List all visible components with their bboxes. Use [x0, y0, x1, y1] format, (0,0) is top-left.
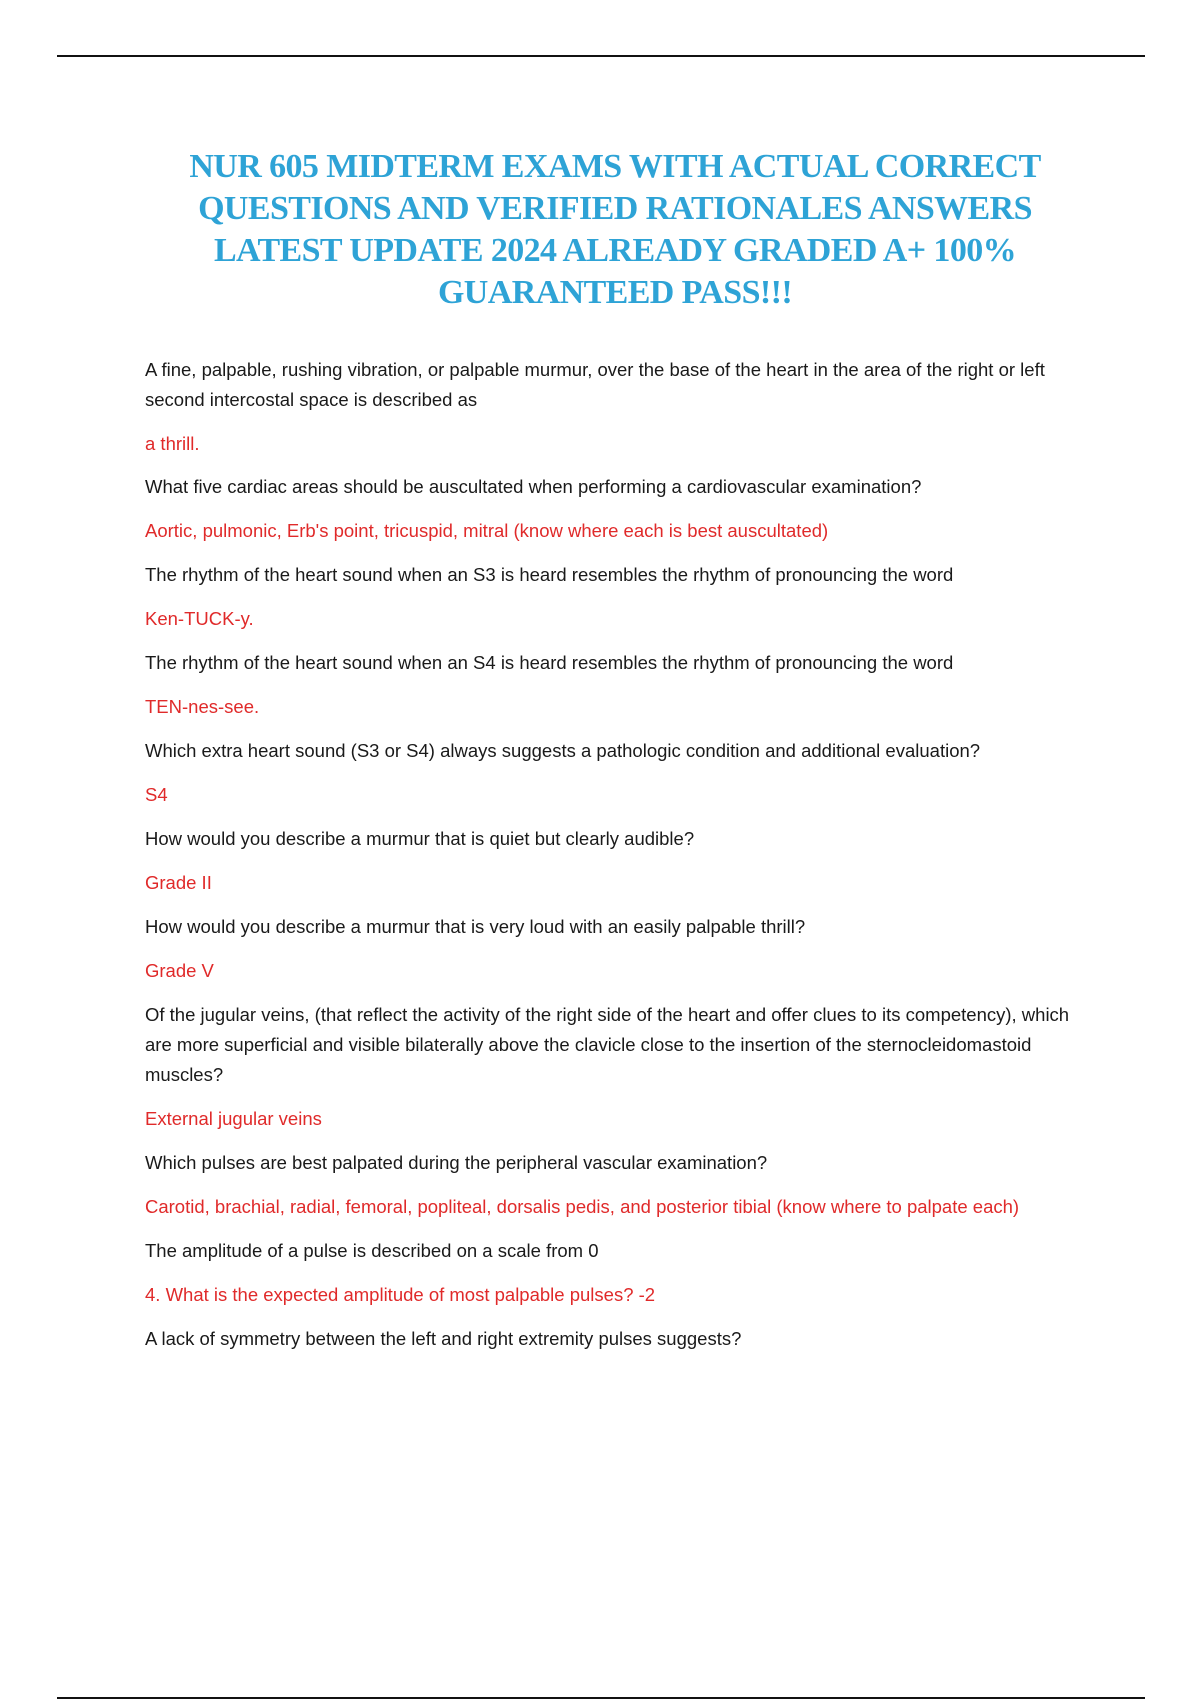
question-5: Which extra heart sound (S3 or S4) always suggests a pathologic condition and additional evaluation? — [145, 740, 981, 761]
answer-4: TEN-nes-see. — [145, 696, 260, 717]
question-7: How would you describe a murmur that is very loud with an easily palpable thrill? — [145, 916, 806, 937]
question-11: A lack of symmetry between the left and right extremity pulses suggests? — [145, 1328, 742, 1349]
question-2: What five cardiac areas should be auscultated when performing a cardiovascular examination? — [145, 476, 922, 497]
qa-list — [145, 355, 1075, 1354]
question-10: The amplitude of a pulse is described on a scale from 0 — [145, 1240, 599, 1261]
question-3: The rhythm of the heart sound when an S3 is heard resembles the rhythm of pronouncing the word — [145, 564, 954, 585]
bottom-rule — [57, 1697, 1145, 1699]
answer-8: External jugular veins — [145, 1108, 322, 1129]
answer-7: Grade V — [145, 960, 214, 981]
answer-5: S4 — [145, 784, 168, 805]
question-9: Which pulses are best palpated during the peripheral vascular examination? — [145, 1152, 768, 1173]
document-title: NUR 605 MIDTERM EXAMS WITH ACTUAL CORRECT QUESTIONS AND VERIFIED RATIONALES ANSWERS LATEST UPDATE 2024 ALREADY GRADED A+ 100% GUARANTEED PASS!!! — [189, 148, 1041, 311]
answer-3: Ken-TUCK-y. — [145, 608, 254, 629]
question-4: The rhythm of the heart sound when an S4 is heard resembles the rhythm of pronouncing the word — [145, 652, 954, 673]
answer-1: a thrill. — [145, 433, 200, 454]
question-1: A fine, palpable, rushing vibration, or palpable murmur, over the base of the heart in the area of the right or left second intercostal space is described as — [145, 359, 1045, 410]
question-8: Of the jugular veins, (that reflect the activity of the right side of the heart and offer clues to its competency), which are more superficial and visible bilaterally above the clavicle close to the insertion of the sternocleidomastoid muscles? — [145, 1004, 1070, 1085]
answer-10: 4. What is the expected amplitude of most palpable pulses? -2 — [145, 1284, 656, 1305]
top-rule — [57, 55, 1145, 57]
answer-6: Grade II — [145, 872, 212, 893]
answer-2: Aortic, pulmonic, Erb's point, tricuspid, mitral (know where each is best auscultated) — [145, 520, 829, 541]
answer-9: Carotid, brachial, radial, femoral, popliteal, dorsalis pedis, and posterior tibial (know where to palpate each) — [145, 1196, 1020, 1217]
question-6: How would you describe a murmur that is quiet but clearly audible? — [145, 828, 695, 849]
